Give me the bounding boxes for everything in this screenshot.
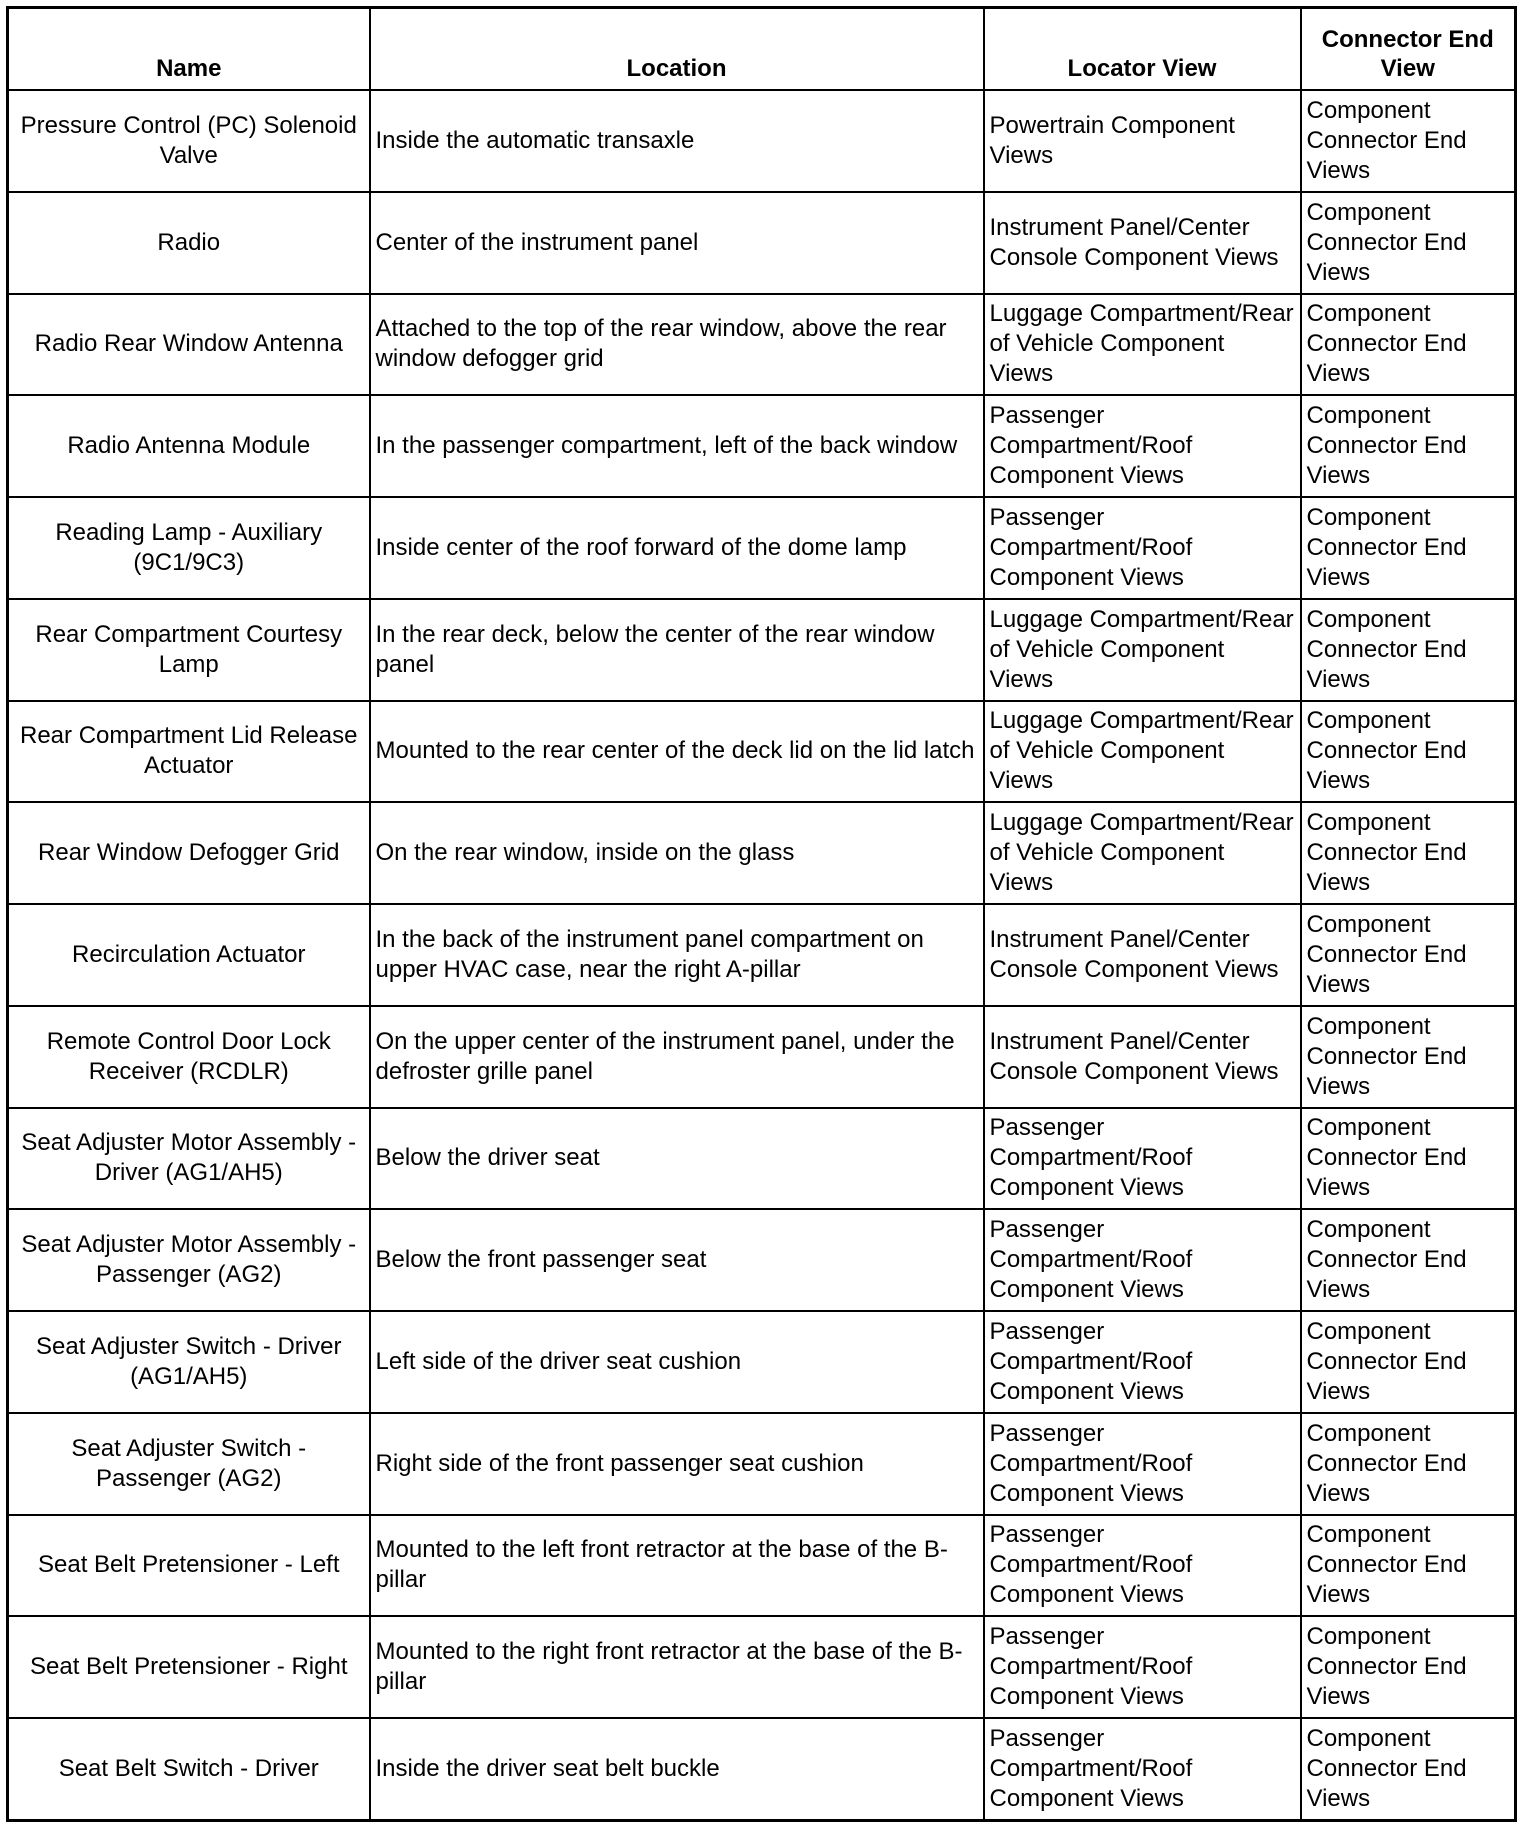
cell-locator-view: Instrument Panel/Center Console Component Views bbox=[984, 192, 1301, 294]
cell-location: Inside center of the roof forward of the dome lamp bbox=[370, 497, 984, 599]
cell-locator-view: Passenger Compartment/Roof Component Views bbox=[984, 395, 1301, 497]
cell-location: Right side of the front passenger seat cushion bbox=[370, 1413, 984, 1515]
cell-name: Seat Adjuster Motor Assembly - Driver (AG1/AH5) bbox=[8, 1108, 370, 1210]
cell-location: Mounted to the left front retractor at the base of the B-pillar bbox=[370, 1515, 984, 1617]
cell-name: Reading Lamp - Auxiliary (9C1/9C3) bbox=[8, 497, 370, 599]
cell-locator-view: Passenger Compartment/Roof Component Views bbox=[984, 1108, 1301, 1210]
table-row bbox=[8, 904, 1516, 1006]
cell-locator-view: Luggage Compartment/Rear of Vehicle Component Views bbox=[984, 599, 1301, 701]
cell-connector-end-view: Component Connector End Views bbox=[1301, 192, 1516, 294]
table-row bbox=[8, 1108, 1516, 1210]
cell-location: Inside the driver seat belt buckle bbox=[370, 1718, 984, 1821]
table-row bbox=[8, 1616, 1516, 1718]
table-row bbox=[8, 701, 1516, 803]
cell-locator-view: Passenger Compartment/Roof Component Views bbox=[984, 1515, 1301, 1617]
cell-location: Mounted to the right front retractor at the base of the B-pillar bbox=[370, 1616, 984, 1718]
cell-locator-view: Powertrain Component Views bbox=[984, 90, 1301, 192]
cell-name: Seat Adjuster Switch - Passenger (AG2) bbox=[8, 1413, 370, 1515]
cell-location: On the upper center of the instrument panel, under the defroster grille panel bbox=[370, 1006, 984, 1108]
cell-connector-end-view: Component Connector End Views bbox=[1301, 90, 1516, 192]
table-row bbox=[8, 294, 1516, 396]
table-row bbox=[8, 90, 1516, 192]
cell-name: Seat Adjuster Switch - Driver (AG1/AH5) bbox=[8, 1311, 370, 1413]
table-row bbox=[8, 1006, 1516, 1108]
cell-name: Seat Belt Pretensioner - Right bbox=[8, 1616, 370, 1718]
cell-connector-end-view: Component Connector End Views bbox=[1301, 395, 1516, 497]
cell-locator-view: Passenger Compartment/Roof Component Views bbox=[984, 497, 1301, 599]
cell-location: In the back of the instrument panel compartment on upper HVAC case, near the right A-pillar bbox=[370, 904, 984, 1006]
cell-locator-view: Passenger Compartment/Roof Component Views bbox=[984, 1209, 1301, 1311]
table-row bbox=[8, 497, 1516, 599]
cell-name: Rear Window Defogger Grid bbox=[8, 802, 370, 904]
cell-name: Recirculation Actuator bbox=[8, 904, 370, 1006]
table-row bbox=[8, 1718, 1516, 1821]
table-row bbox=[8, 1311, 1516, 1413]
cell-location: Below the driver seat bbox=[370, 1108, 984, 1210]
cell-locator-view: Luggage Compartment/Rear of Vehicle Component Views bbox=[984, 701, 1301, 803]
cell-connector-end-view: Component Connector End Views bbox=[1301, 294, 1516, 396]
cell-location: On the rear window, inside on the glass bbox=[370, 802, 984, 904]
cell-connector-end-view: Component Connector End Views bbox=[1301, 701, 1516, 803]
table-row bbox=[8, 1413, 1516, 1515]
cell-connector-end-view: Component Connector End Views bbox=[1301, 1108, 1516, 1210]
header-locator-view: Locator View bbox=[984, 8, 1301, 91]
cell-name: Seat Adjuster Motor Assembly - Passenger (AG2) bbox=[8, 1209, 370, 1311]
cell-locator-view: Passenger Compartment/Roof Component Views bbox=[984, 1413, 1301, 1515]
cell-name: Rear Compartment Courtesy Lamp bbox=[8, 599, 370, 701]
cell-name: Rear Compartment Lid Release Actuator bbox=[8, 701, 370, 803]
cell-connector-end-view: Component Connector End Views bbox=[1301, 1515, 1516, 1617]
cell-connector-end-view: Component Connector End Views bbox=[1301, 599, 1516, 701]
cell-name: Radio Rear Window Antenna bbox=[8, 294, 370, 396]
table-row bbox=[8, 395, 1516, 497]
cell-location: Attached to the top of the rear window, above the rear window defogger grid bbox=[370, 294, 984, 396]
component-locator-table bbox=[6, 6, 1517, 1822]
cell-locator-view: Luggage Compartment/Rear of Vehicle Component Views bbox=[984, 802, 1301, 904]
cell-location: Center of the instrument panel bbox=[370, 192, 984, 294]
cell-name: Pressure Control (PC) Solenoid Valve bbox=[8, 90, 370, 192]
header-connector-end-view: Connector End View bbox=[1301, 8, 1516, 91]
cell-location: In the passenger compartment, left of the back window bbox=[370, 395, 984, 497]
cell-name: Radio Antenna Module bbox=[8, 395, 370, 497]
table-row bbox=[8, 1515, 1516, 1617]
cell-connector-end-view: Component Connector End Views bbox=[1301, 1209, 1516, 1311]
table-row bbox=[8, 192, 1516, 294]
table-row bbox=[8, 599, 1516, 701]
cell-name: Remote Control Door Lock Receiver (RCDLR) bbox=[8, 1006, 370, 1108]
cell-connector-end-view: Component Connector End Views bbox=[1301, 1311, 1516, 1413]
cell-locator-view: Passenger Compartment/Roof Component Views bbox=[984, 1718, 1301, 1821]
cell-connector-end-view: Component Connector End Views bbox=[1301, 802, 1516, 904]
cell-location: In the rear deck, below the center of the rear window panel bbox=[370, 599, 984, 701]
cell-name: Seat Belt Pretensioner - Left bbox=[8, 1515, 370, 1617]
cell-location: Mounted to the rear center of the deck lid on the lid latch bbox=[370, 701, 984, 803]
cell-connector-end-view: Component Connector End Views bbox=[1301, 1413, 1516, 1515]
cell-locator-view: Instrument Panel/Center Console Component Views bbox=[984, 904, 1301, 1006]
cell-locator-view: Instrument Panel/Center Console Component Views bbox=[984, 1006, 1301, 1108]
cell-location: Below the front passenger seat bbox=[370, 1209, 984, 1311]
cell-connector-end-view: Component Connector End Views bbox=[1301, 1006, 1516, 1108]
cell-name: Seat Belt Switch - Driver bbox=[8, 1718, 370, 1821]
header-name: Name bbox=[8, 8, 370, 91]
cell-location: Left side of the driver seat cushion bbox=[370, 1311, 984, 1413]
cell-locator-view: Passenger Compartment/Roof Component Views bbox=[984, 1311, 1301, 1413]
table-body bbox=[8, 90, 1516, 1821]
table-row bbox=[8, 1209, 1516, 1311]
header-location: Location bbox=[370, 8, 984, 91]
cell-locator-view: Luggage Compartment/Rear of Vehicle Component Views bbox=[984, 294, 1301, 396]
cell-connector-end-view: Component Connector End Views bbox=[1301, 497, 1516, 599]
cell-connector-end-view: Component Connector End Views bbox=[1301, 904, 1516, 1006]
cell-connector-end-view: Component Connector End Views bbox=[1301, 1616, 1516, 1718]
cell-location: Inside the automatic transaxle bbox=[370, 90, 984, 192]
cell-name: Radio bbox=[8, 192, 370, 294]
cell-connector-end-view: Component Connector End Views bbox=[1301, 1718, 1516, 1821]
header-row bbox=[8, 8, 1516, 91]
table-row bbox=[8, 802, 1516, 904]
cell-locator-view: Passenger Compartment/Roof Component Views bbox=[984, 1616, 1301, 1718]
